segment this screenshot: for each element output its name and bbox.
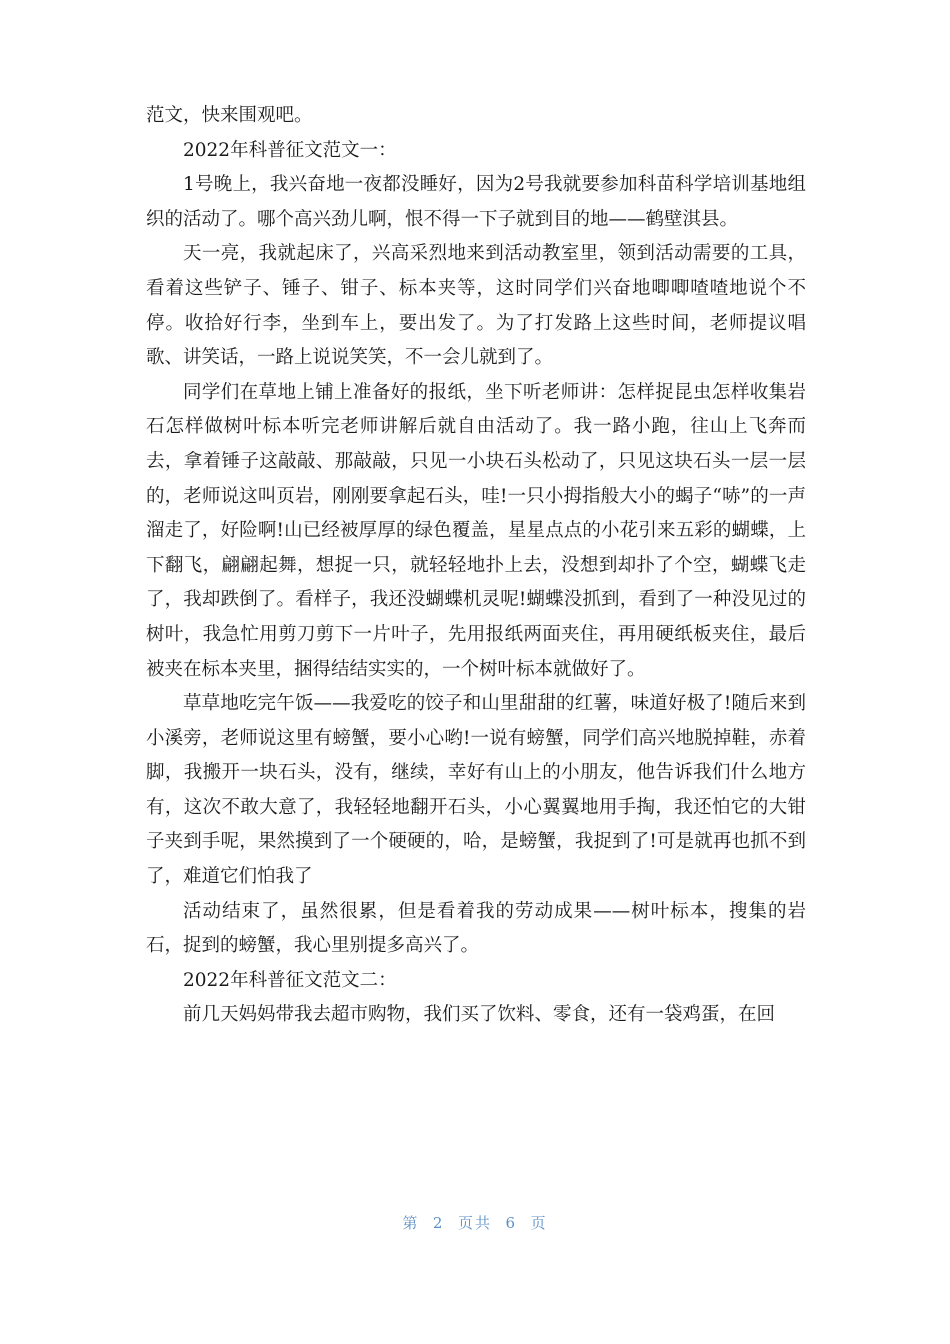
- document-body: [146, 99, 806, 1033]
- heading-essay-one: 2022年科普征文范文一：: [183, 139, 397, 161]
- paragraph: 1号晚上，我兴奋地一夜都没睡好，因为2号我就要参加科苗科学培训基地组织的活动了。哪个高兴劲儿啊，恨不得一下子就到目的地——鹤壁淇县。: [146, 174, 806, 230]
- paragraph: 同学们在草地上铺上准备好的报纸，坐下听老师讲：怎样捉昆虫怎样收集岩石怎样做树叶标本听完老师讲解后就自由活动了。我一路小跑，往山上飞奔而去，拿着锤子这敲敲、那敲敲，只见一小块石头松动了，只见这块石头一层一层的，老师说这叫页岩，刚刚要拿起石头，哇!一只小拇指般大小的蝎子“哧”的一声溜走了，好险啊!山已经被厚厚的绿色覆盖，星星点点的小花引来五彩的蝴蝶，上下翻飞，翩翩起舞，想捉一只，就轻轻地扑上去，没想到却扑了个空，蝴蝶飞走了，我却跌倒了。看样子，我还没蝴蝶机灵呢!蝴蝶没抓到，看到了一种没见过的树叶，我急忙用剪刀剪下一片叶子，先用报纸两面夹住，再用硬纸板夹住，最后被夹在标本夹里，捆得结结实实的，一个树叶标本就做好了。: [146, 381, 807, 680]
- paragraph-continuation: 范文，快来围观吧。: [146, 105, 313, 126]
- footer-total-pages: 6: [505, 1214, 518, 1232]
- paragraph: 活动结束了，虽然很累，但是看着我的劳动成果——树叶标本，搜集的岩石，捉到的螃蟹，我心里别提多高兴了。: [146, 900, 806, 957]
- paragraph: 天一亮，我就起床了，兴高采烈地来到活动教室里，领到活动需要的工具，看着这些铲子、锤子、钳子、标本夹等，这时同学们兴奋地唧唧喳喳地说个不停。收拾好行李，坐到车上，要出发了。为了打发路上这些时间，老师提议唱歌、讲笑话，一路上说说笑笑，不一会儿就到了。: [146, 243, 806, 369]
- page-footer: [0, 1212, 950, 1233]
- footer-suffix: 页: [530, 1214, 548, 1232]
- footer-prefix: 第: [402, 1214, 420, 1232]
- paragraph: 草草地吃完午饭——我爱吃的饺子和山里甜甜的红薯，味道好极了!随后来到小溪旁，老师说这里有螃蟹，要小心哟!一说有螃蟹，同学们高兴地脱掉鞋，赤着脚，我搬开一块石头，没有，继续，幸好有山上的小朋友，他告诉我们什么地方有，这次不敢大意了，我轻轻地翻开石头，小心翼翼地用手掏，我还怕它的大钳子夹到手呢，果然摸到了一个硬硬的，哈，是螃蟹，我捉到了!可是就再也抓不到了，难道它们怕我了: [146, 693, 807, 888]
- footer-page-number: 2: [432, 1214, 445, 1232]
- footer-middle: 页共: [457, 1214, 492, 1232]
- paragraph: 前几天妈妈带我去超市购物，我们买了饮料、零食，还有一袋鸡蛋，在回: [183, 1004, 776, 1026]
- heading-essay-two: 2022年科普征文范文二：: [183, 969, 397, 991]
